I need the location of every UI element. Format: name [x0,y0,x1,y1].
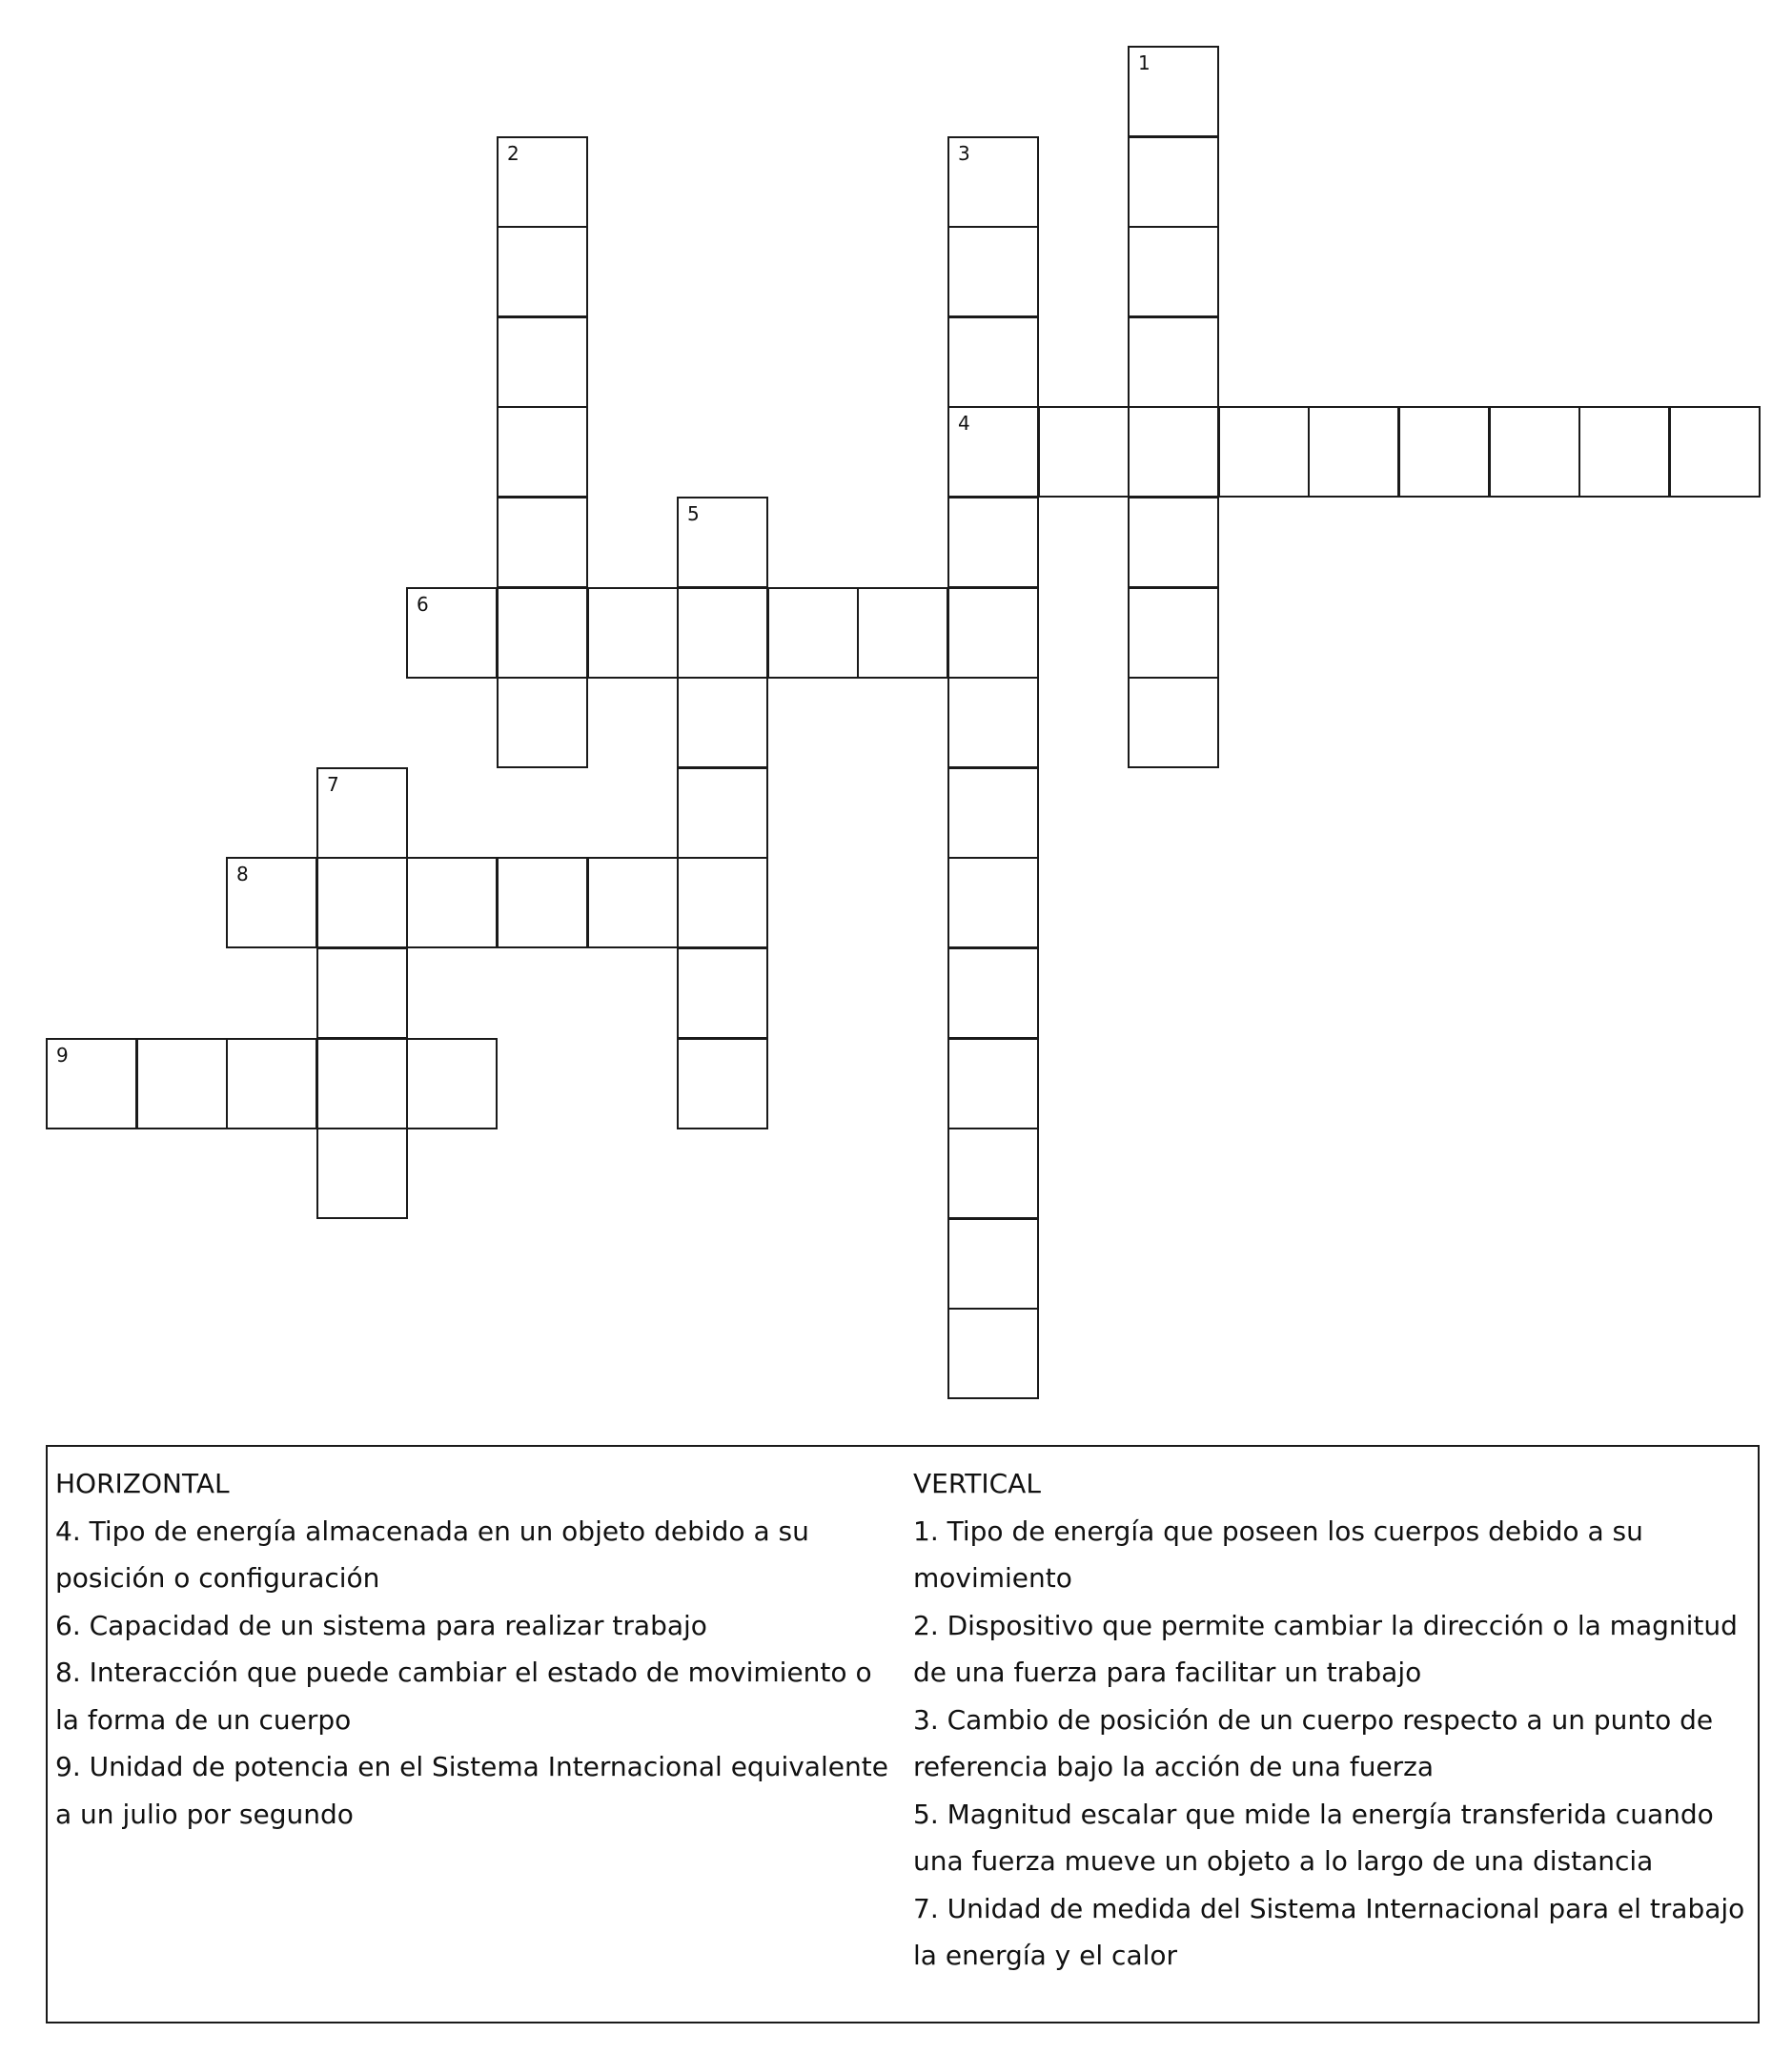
grid-cell[interactable] [947,406,1039,498]
grid-cell[interactable] [677,947,768,1039]
grid-cell[interactable] [947,1218,1039,1310]
grid-cell[interactable] [136,1038,228,1129]
grid-cell[interactable] [497,316,588,408]
cell-number: 5 [687,502,700,525]
across-clue-4: 4. Tipo de energía almacenada en un objeto debido a su posición o configuración [55,1515,809,1594]
cell-number: 4 [958,412,970,435]
grid-cell[interactable] [497,857,588,948]
grid-cell[interactable] [316,1038,408,1129]
down-clue-7: 7. Unidad de medida del Sistema Internacional para el trabajo la energía y el calor [913,1892,1745,1971]
cell-number: 3 [958,142,970,165]
grid-cell[interactable] [497,587,588,679]
cell-number: 7 [327,773,339,796]
grid-cell[interactable] [1128,226,1219,317]
grid-cell[interactable] [1128,406,1219,498]
grid-cell[interactable] [406,587,498,679]
grid-cell[interactable] [316,947,408,1039]
grid-cell[interactable] [947,677,1039,768]
grid-cell[interactable] [226,857,317,948]
clues-box [46,1445,1760,2023]
grid-cell[interactable] [947,1308,1039,1399]
down-clue-1: 1. Tipo de energía que poseen los cuerpos debido a su movimiento [913,1515,1643,1594]
across-heading: HORIZONTAL [55,1468,230,1499]
grid-cell[interactable] [947,587,1039,679]
grid-cell[interactable] [677,857,768,948]
grid-cell[interactable] [947,947,1039,1039]
grid-cell[interactable] [947,857,1039,948]
grid-cell[interactable] [947,497,1039,588]
grid-cell[interactable] [677,677,768,768]
cell-number: 6 [417,593,429,616]
down-clues [913,1460,1752,1980]
grid-cell[interactable] [1578,406,1670,498]
grid-cell[interactable] [677,1038,768,1129]
grid-cell[interactable] [677,497,768,588]
grid-cell[interactable] [497,136,588,228]
grid-cell[interactable] [947,1038,1039,1129]
down-clue-2: 2. Dispositivo que permite cambiar la dirección o la magnitud de una fuerza para facilitar un trabajo [913,1609,1738,1688]
grid-cell[interactable] [316,767,408,859]
cell-number: 9 [56,1044,69,1067]
grid-cell[interactable] [497,497,588,588]
grid-cell[interactable] [587,857,679,948]
grid-cell[interactable] [767,587,859,679]
grid-cell[interactable] [406,1038,498,1129]
grid-cell[interactable] [1669,406,1761,498]
grid-cell[interactable] [1128,136,1219,228]
grid-cell[interactable] [1128,46,1219,137]
grid-cell[interactable] [947,136,1039,228]
down-clue-3: 3. Cambio de posición de un cuerpo respecto a un punto de referencia bajo la acción de una fuerza [913,1703,1714,1782]
across-clue-9: 9. Unidad de potencia en el Sistema Internacional equivalente a un julio por segundo [55,1751,888,1830]
grid-cell[interactable] [677,767,768,859]
grid-cell[interactable] [1128,316,1219,408]
cell-number: 1 [1138,51,1151,74]
grid-cell[interactable] [406,857,498,948]
grid-cell[interactable] [1398,406,1490,498]
across-clues [55,1460,894,1838]
grid-cell[interactable] [497,406,588,498]
down-clue-5: 5. Magnitud escalar que mide la energía transferida cuando una fuerza mueve un objeto a lo largo de una distancia [913,1798,1714,1877]
grid-cell[interactable] [1128,497,1219,588]
grid-cell[interactable] [677,587,768,679]
grid-cell[interactable] [1128,587,1219,679]
grid-cell[interactable] [947,1128,1039,1219]
grid-cell[interactable] [947,226,1039,317]
grid-cell[interactable] [316,857,408,948]
grid-cell[interactable] [1218,406,1310,498]
grid-cell[interactable] [1308,406,1399,498]
grid-cell[interactable] [226,1038,317,1129]
grid-cell[interactable] [1128,677,1219,768]
grid-cell[interactable] [497,677,588,768]
across-clue-6: 6. Capacidad de un sistema para realizar trabajo [55,1609,707,1641]
across-clue-8: 8. Interacción que puede cambiar el estado de movimiento o la forma de un cuerpo [55,1657,872,1736]
grid-cell[interactable] [947,316,1039,408]
grid-cell[interactable] [497,226,588,317]
grid-cell[interactable] [947,767,1039,859]
cell-number: 8 [236,863,249,885]
grid-cell[interactable] [316,1128,408,1219]
grid-cell[interactable] [1038,406,1130,498]
down-heading: VERTICAL [913,1468,1041,1499]
cell-number: 2 [507,142,519,165]
grid-cell[interactable] [46,1038,137,1129]
grid-cell[interactable] [1489,406,1580,498]
grid-cell[interactable] [587,587,679,679]
grid-cell[interactable] [857,587,948,679]
